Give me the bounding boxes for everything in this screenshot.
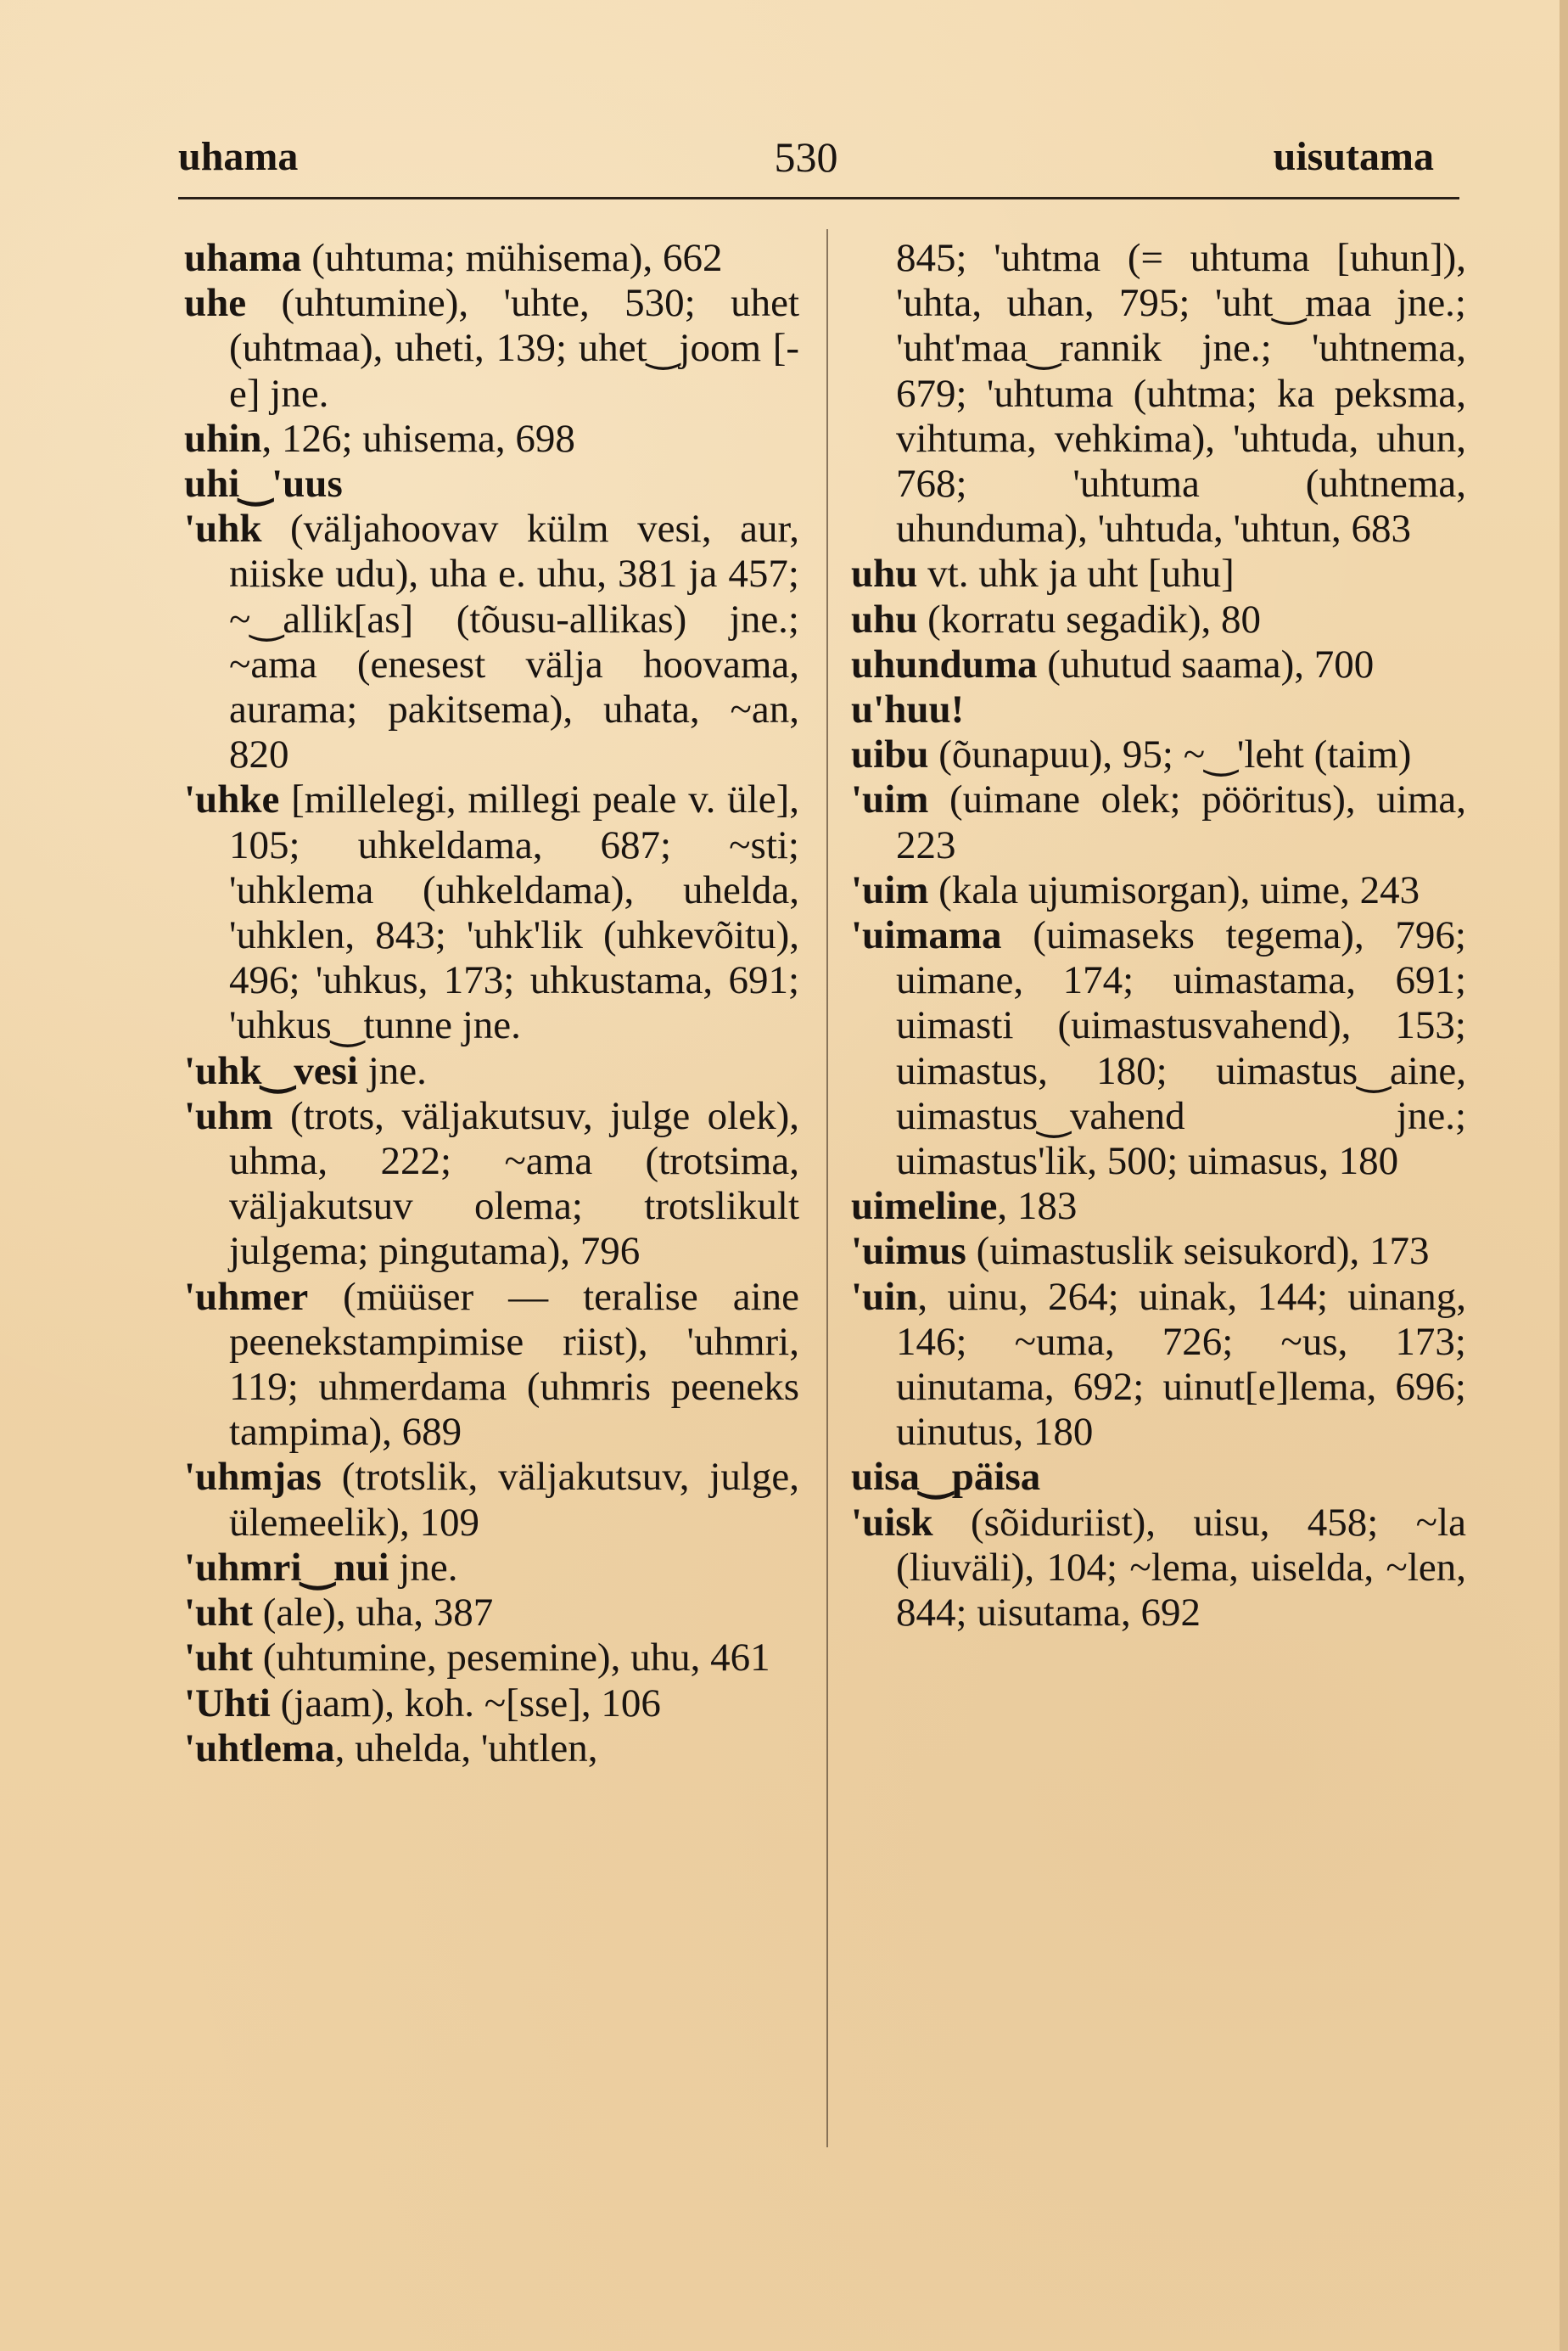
left-column: [184, 236, 799, 1771]
dictionary-entry: uhama (uhtuma; mühisema), 662: [184, 236, 723, 280]
dictionary-entry: 'uhk (väljahoovav külm vesi, aur, niiske udu), uha e. uhu, 381 ja 457; ~‿allik[as] (tõusu-allikas) jne.; ~ama (enesest välja hoovama, aurama; pakitsema), uhata, ~an, 820: [184, 507, 799, 777]
dictionary-entry: 'Uhti (jaam), koh. ~[sse], 106: [184, 1680, 661, 1725]
header-rule: [178, 197, 1459, 199]
dictionary-entry: u'huu!: [851, 687, 965, 732]
dictionary-entry: uibu (õunapuu), 95; ~‿'leht (taim): [851, 732, 1412, 777]
column-divider: [826, 229, 828, 2147]
dictionary-entry: 'uhk‿vesi jne.: [184, 1048, 427, 1093]
dictionary-entry: uimeline, 183: [851, 1184, 1078, 1229]
dictionary-entry: 'uhmer (müüser — teralise aine peenekstampimise riist), 'uhmri, 119; uhmerdama (uhmris peeneks tampima), 689: [184, 1274, 799, 1455]
running-head-right-word: uisutama: [1273, 134, 1434, 179]
dictionary-entry: 'uhmri‿nui jne.: [184, 1545, 458, 1590]
dictionary-entry: uhunduma (uhutud saama), 700: [851, 642, 1375, 687]
dictionary-entry: uhu vt. uhk ja uht [uhu]: [851, 552, 1235, 597]
dictionary-entry: 'uisk (sõiduriist), uisu, 458; ~la (liuväli), 104; ~lema, uiselda, ~len, 844; uisutama, 692: [851, 1500, 1466, 1636]
running-head: [178, 127, 1434, 187]
dictionary-entry: 'uim (uimane olek; pööritus), uima, 223: [851, 777, 1466, 867]
dictionary-entry: uhi‿'uus: [184, 462, 343, 507]
dictionary-entry: uisa‿päisa: [851, 1455, 1041, 1500]
dictionary-entry: 'uhmjas (trotslik, väljakutsuv, julge, ülemeelik), 109: [184, 1455, 799, 1545]
dictionary-entry: 'uhke [millelegi, millegi peale v. üle], 105; uhkeldama, 687; ~sti; 'uhklema (uhkeldama), uhelda, 'uhklen, 843; 'uhk'lik (uhkevõitu), 496; 'uhkus, 173; uhkustama, 691; 'uhkus‿tunne jne.: [184, 777, 799, 1048]
dictionary-entry: uhin, 126; uhisema, 698: [184, 416, 575, 461]
dictionary-entry: 'uin, uinu, 264; uinak, 144; uinang, 146; ~uma, 726; ~us, 173; uinutama, 692; uinut[e]lema, 696; uinutus, 180: [851, 1274, 1466, 1455]
dictionary-entry: 'uhtlema, uhelda, 'uhtlen,: [184, 1725, 598, 1770]
dictionary-entry: 'uimus (uimastuslik seisukord), 173: [851, 1229, 1430, 1274]
dictionary-entry: 'uhm (trots, väljakutsuv, julge olek), uhma, 222; ~ama (trotsima, väljakutsuv olema; trotslikult julgema; pingutama), 796: [184, 1093, 799, 1274]
running-head-left-word: uhama: [178, 134, 299, 179]
dictionary-entry: uhe (uhtumine), 'uhte, 530; uhet (uhtmaa), uheti, 139; uhet‿joom [-e] jne.: [184, 281, 799, 416]
dictionary-entry: uhu (korratu segadik), 80: [851, 597, 1262, 642]
dictionary-entry-continued: 845; 'uhtma (= uhtuma [uhun]), 'uhta, uhan, 795; 'uht‿maa jne.; 'uht'maa‿rannik jne.; 'uhtnema, 679; 'uhtuma (uhtma; ka peksma, vihtuma, vehkima), 'uhtuda, uhun, 768; 'uhtuma (uhtnema, uhunduma), 'uhtuda, 'uhtun, 683: [896, 236, 1466, 552]
dictionary-entry: 'uht (uhtumine, pesemine), uhu, 461: [184, 1636, 770, 1680]
dictionary-entry: 'uimama (uimaseks tegema), 796; uimane, 174; uimastama, 691; uimasti (uimastusvahend), 153; uimastus, 180; uimastus‿aine, uimastus‿vahend jne.; uimastus'lik, 500; uimasus, 180: [851, 913, 1466, 1184]
dictionary-entry: 'uim (kala ujumisorgan), uime, 243: [851, 867, 1420, 912]
right-column: [851, 236, 1466, 1636]
dictionary-entry: 'uht (ale), uha, 387: [184, 1591, 494, 1636]
page-number: 530: [774, 133, 838, 181]
